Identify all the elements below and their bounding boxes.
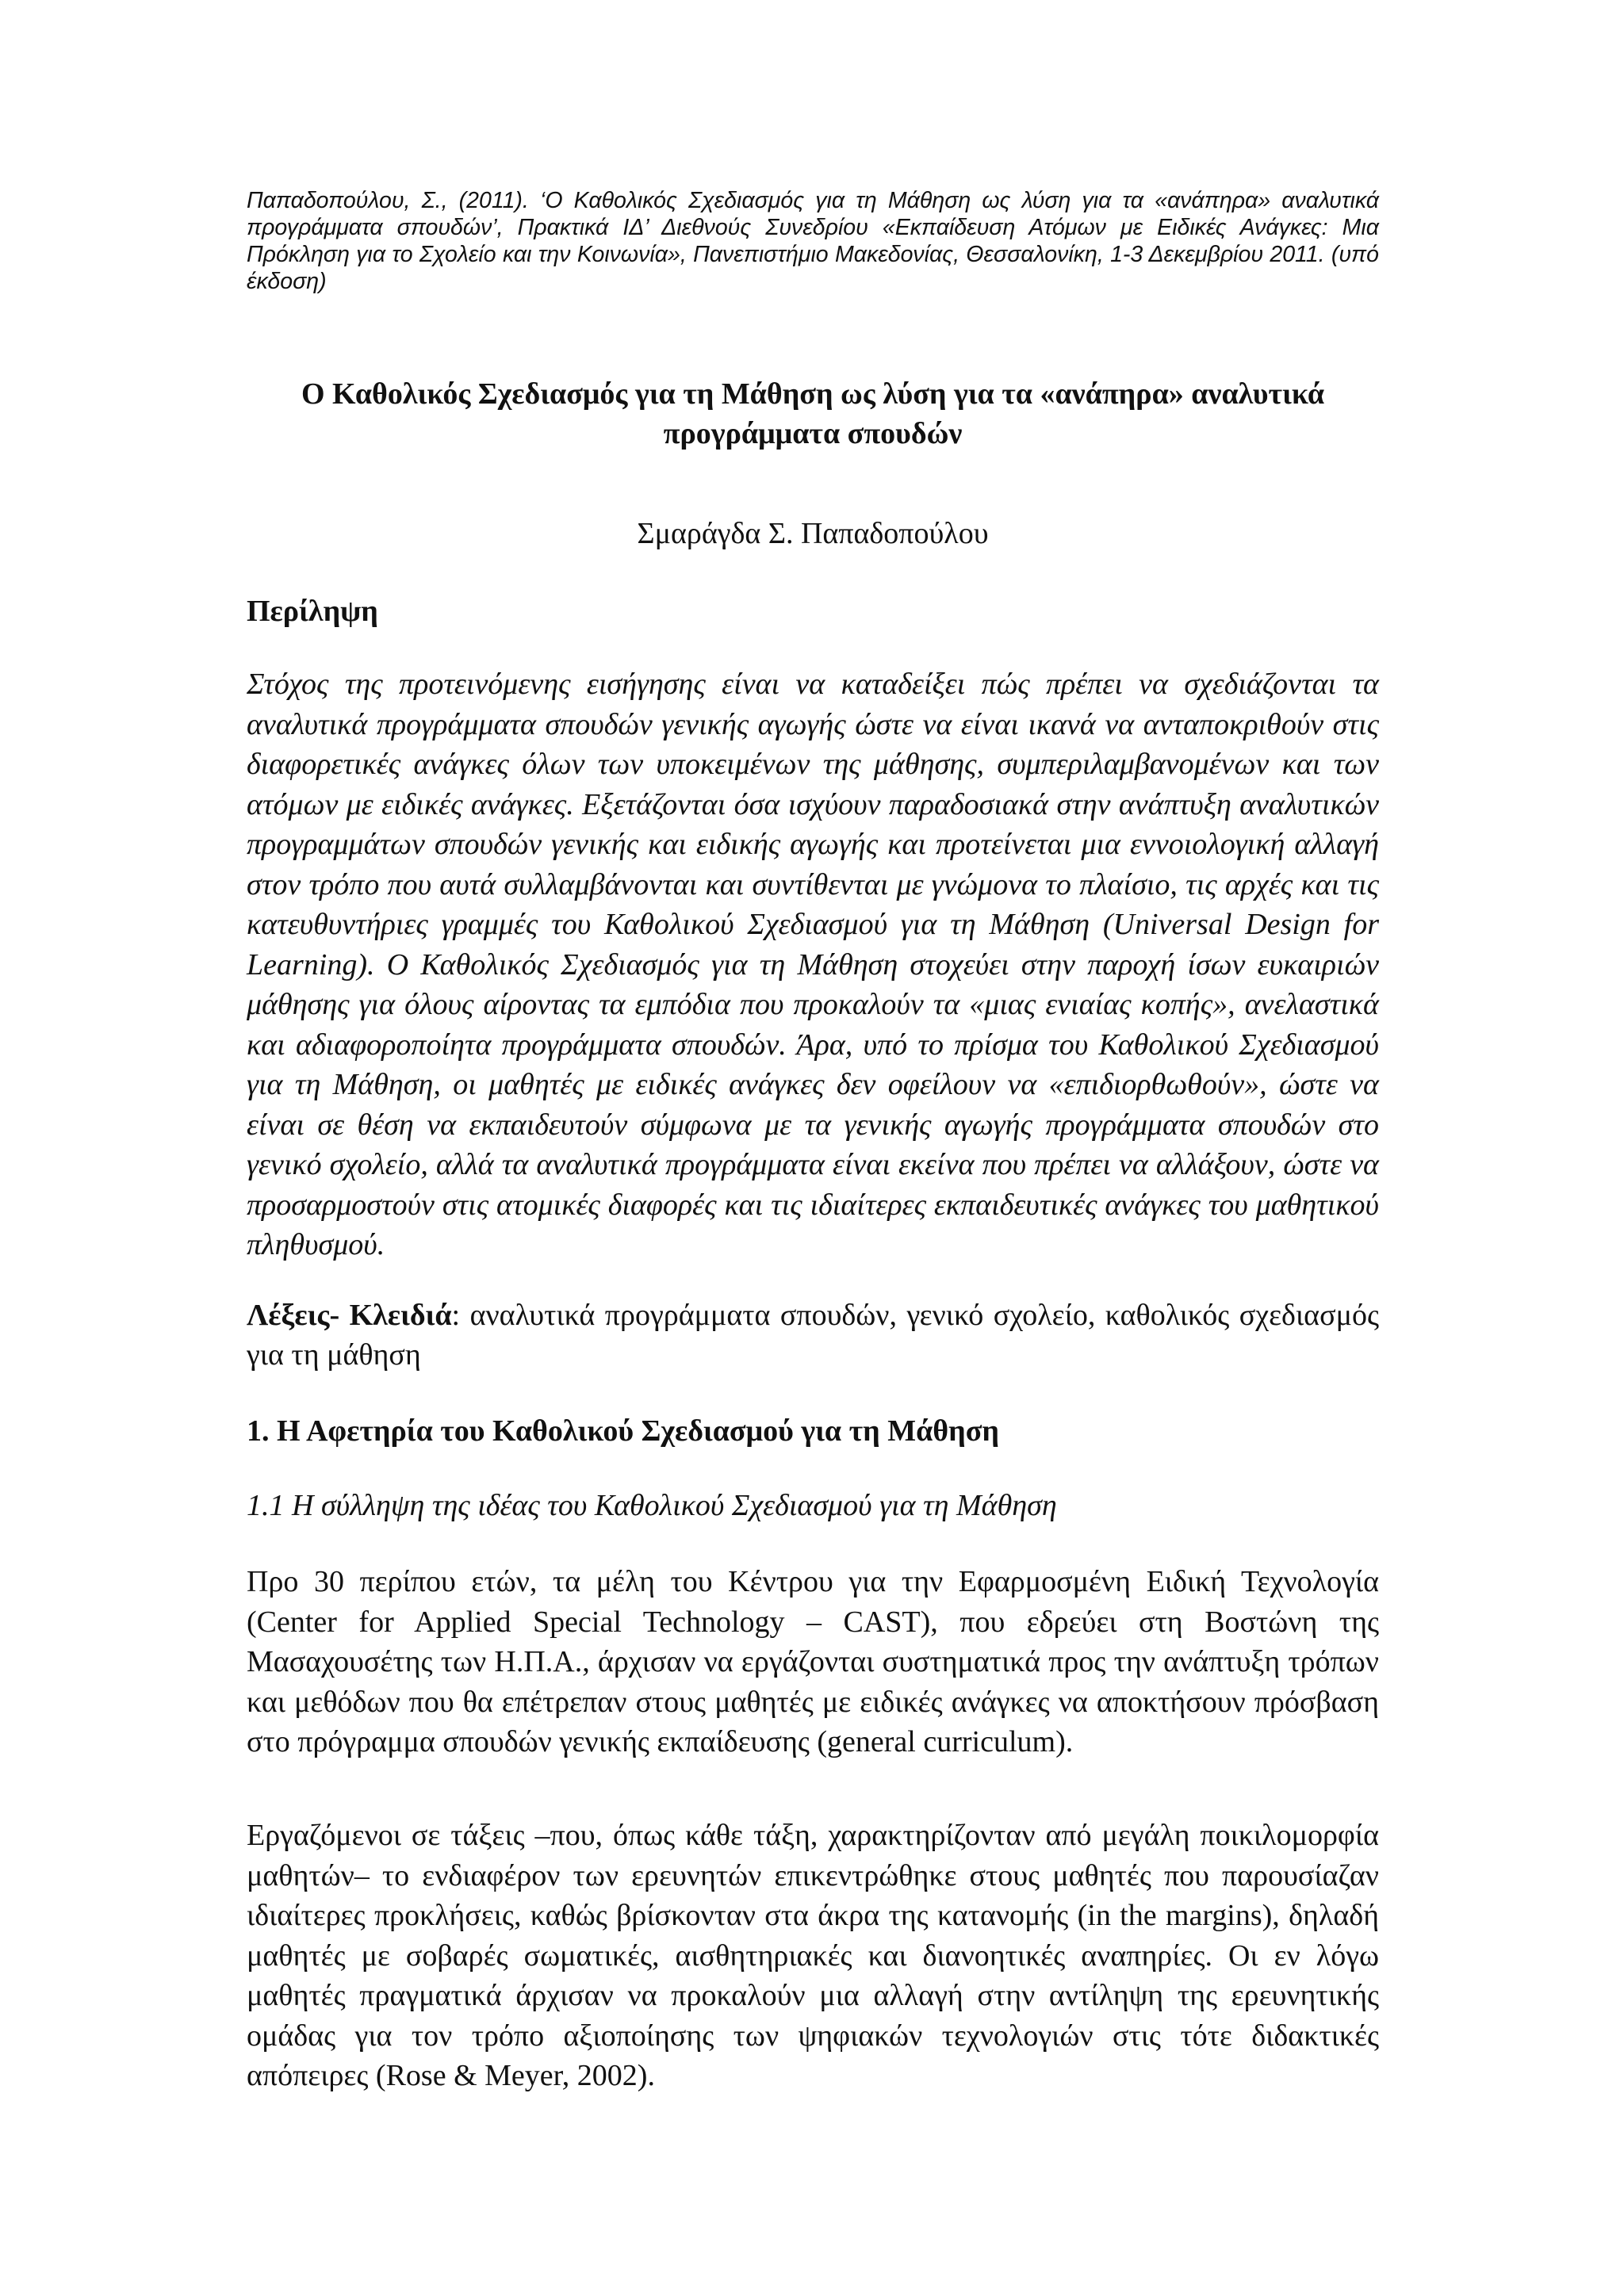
abstract-text: Στόχος της προτεινόμενης εισήγησης είναι να καταδείξει πώς πρέπει να σχεδιάζονται τα αναλυτικά προγράμματα σπουδών γενικής αγωγής ώστε να είναι ικανά να ανταποκριθούν στις διαφορετικές ανάγκες όλων των υποκειμένων της μάθησης, συμπεριλαμβανομένων και των ατόμων με ειδικές ανάγκες. Εξετάζονται όσα ισχύουν παραδοσιακά στην ανάπτυξη αναλυτικών προγραμμάτων σπουδών γενικής και ειδικής αγωγής και προτείνεται μια εννοιολογική αλλαγή στον τρόπο που αυτά συλλαμβάνονται και συντίθενται με γνώμονα το πλαίσιο, τις αρχές και τις κατευθυντήριες γραμμές του Καθολικού Σχεδιασμού για τη Μάθηση (Universal Design for Learning). Ο Καθολικός Σχεδιασμός για τη Μάθηση στοχεύει στην παροχή ίσων ευκαιριών μάθησης για όλους αίροντας τα εμπόδια που προκαλούν τα «μιας ενιαίας κοπής», ανελαστικά και αδιαφοροποίητα προγράμματα σπουδών. Άρα, υπό το πρίσμα του Καθολικού Σχεδιασμού για τη Μάθηση, οι μαθητές με ειδικές ανάγκες δεν οφείλουν να «επιδιορθωθούν», ώστε να είναι σε θέση να εκπαιδευτούν σύμφωνα με τα γενικής αγωγής προγράμματα σπουδών στο γενικό σχολείο, αλλά τα αναλυτικά προγράμματα είναι εκείνα που πρέπει να αλλάξουν, ώστε να προσαρμοστούν στις ατομικές διαφορές και τις ιδιαίτερες εκπαιδευτικές ανάγκες του μαθητικού πληθυσμού.	[247, 668, 1379, 1261]
keywords-text: : αναλυτικά προγράμματα σπουδών, γενικό σχολείο, καθολικός σχεδιασμός για τη μάθηση	[247, 1299, 1379, 1372]
keywords-label: Λέξεις- Κλειδιά	[247, 1299, 452, 1332]
subsection-heading: 1.1 Η σύλληψη της ιδέας του Καθολικού Σχεδιασμού για τη Μάθηση	[247, 1489, 1057, 1522]
section-heading: 1. Η Αφετηρία του Καθολικού Σχεδιασμού για τη Μάθηση	[247, 1414, 999, 1448]
citation-header: Παπαδοπούλου, Σ., (2011). ‘Ο Καθολικός Σχεδιασμός για τη Μάθηση ως λύση για τα «ανάπηρα» αναλυτικά προγράμματα σπουδών’, Πρακτικά ΙΔ’ Διεθνούς Συνεδρίου «Εκπαίδευση Ατόμων με Ειδικές Ανάγκες: Μια Πρόκληση για το Σχολείο και την Κοινωνία», Πανεπιστήμιο Μακεδονίας, Θεσσαλονίκη, 1-3 Δεκεμβρίου 2011. (υπό έκδοση)	[247, 188, 1379, 294]
body-paragraph: Προ 30 περίπου ετών, τα μέλη του Κέντρου για την Εφαρμοσμένη Ειδική Τεχνολογία (Center for Applied Special Technology – CAST), που εδρεύει στη Βοστώνη της Μασαχουσέτης των Η.Π.Α., άρχισαν να εργάζονται συστηματικά προς την ανάπτυξη τρόπων και μεθόδων που θα επέτρεπαν στους μαθητές με ειδικές ανάγκες να αποκτήσουν πρόσβαση στο πρόγραμμα σπουδών γενικής εκπαίδευσης (general curriculum).	[247, 1565, 1379, 1758]
body-paragraph: Εργαζόμενοι σε τάξεις –που, όπως κάθε τάξη, χαρακτηρίζονταν από μεγάλη ποικιλομορφία μαθητών– το ενδιαφέρον των ερευνητών επικεντρώθηκε στους μαθητές που παρουσίαζαν ιδιαίτερες προκλήσεις, καθώς βρίσκονταν στα άκρα της κατανομής (in the margins), δηλαδή μαθητές με σοβαρές σωματικές, αισθητηριακές και διανοητικές αναπηρίες. Οι εν λόγω μαθητές πραγματικά άρχισαν να προκαλούν μια αλλαγή στην αντίληψη της ερευνητικής ομάδας για τον τρόπο αξιοποίησης των ψηφιακών τεχνολογιών στις τότε διδακτικές απόπειρες (Rose & Meyer, 2002).	[247, 1819, 1379, 2092]
author-name: Σμαράγδα Σ. Παπαδοπούλου	[637, 517, 989, 550]
keywords	[247, 1295, 1379, 1375]
abstract-heading: Περίληψη	[247, 595, 378, 628]
paper-title: Ο Καθολικός Σχεδιασμός για τη Μάθηση ως λύση για τα «ανάπηρα» αναλυτικά προγράμματα σπουδών	[301, 377, 1325, 450]
